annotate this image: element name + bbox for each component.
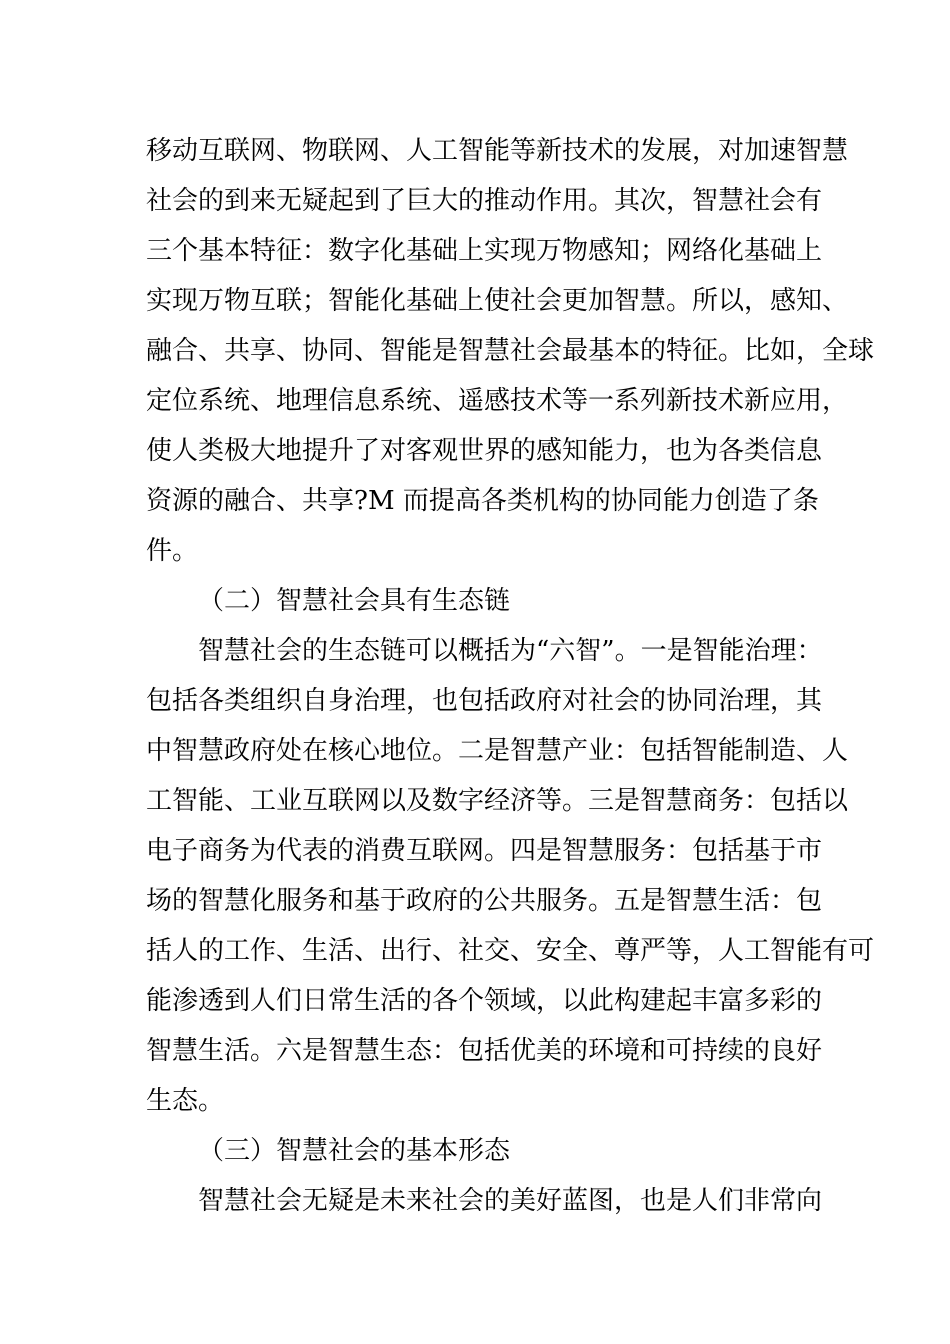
text-line: 括人的工作、生活、出行、社交、安全、尊严等，人工智能有可: [146, 936, 875, 966]
text-line: 场的智慧化服务和基于政府的公共服务。五是智慧生活：包: [146, 886, 823, 916]
body-text: [146, 126, 875, 1226]
text-line: 定位系统、地理信息系统、遥感技术等一系列新技术新应用，: [146, 386, 849, 416]
text-line: 电子商务为代表的消费互联网。四是智慧服务：包括基于市: [146, 836, 823, 866]
text-line: 移动互联网、物联网、人工智能等新技术的发展，对加速智慧: [146, 136, 849, 166]
text-line: 件。: [146, 536, 199, 566]
text-line: 智慧社会无疑是未来社会的美好蓝图，也是人们非常向: [198, 1186, 823, 1216]
text-line: 智慧生活。六是智慧生态：包括优美的环境和可持续的良好: [146, 1036, 823, 1066]
text-line: 实现万物互联；智能化基础上使社会更加智慧。所以，感知、: [146, 286, 849, 316]
text-line: 使人类极大地提升了对客观世界的感知能力，也为各类信息: [146, 436, 823, 466]
text-line: 三个基本特征：数字化基础上实现万物感知；网络化基础上: [146, 236, 823, 266]
text-line: 生态。: [146, 1086, 225, 1116]
text-line: 包括各类组织自身治理，也包括政府对社会的协同治理，其: [146, 686, 823, 716]
section-heading-2: （二）智慧社会具有生态链: [198, 586, 511, 616]
text-line: 工智能、工业互联网以及数字经济等。三是智慧商务：包括以: [146, 786, 849, 816]
text-line: 能渗透到人们日常生活的各个领域，以此构建起丰富多彩的: [146, 986, 823, 1016]
text-line: 智慧社会的生态链可以概括为“六智”。一是智能治理：: [198, 636, 823, 666]
text-line: 社会的到来无疑起到了巨大的推动作用。其次，智慧社会有: [146, 186, 823, 216]
section-heading-3: （三）智慧社会的基本形态: [198, 1136, 511, 1166]
text-line: 中智慧政府处在核心地位。二是智慧产业：包括智能制造、人: [146, 736, 849, 766]
text-line: 融合、共享、协同、智能是智慧社会最基本的特征。比如，全球: [146, 336, 875, 366]
text-line: 资源的融合、共享?M 而提高各类机构的协同能力创造了条: [146, 486, 819, 516]
